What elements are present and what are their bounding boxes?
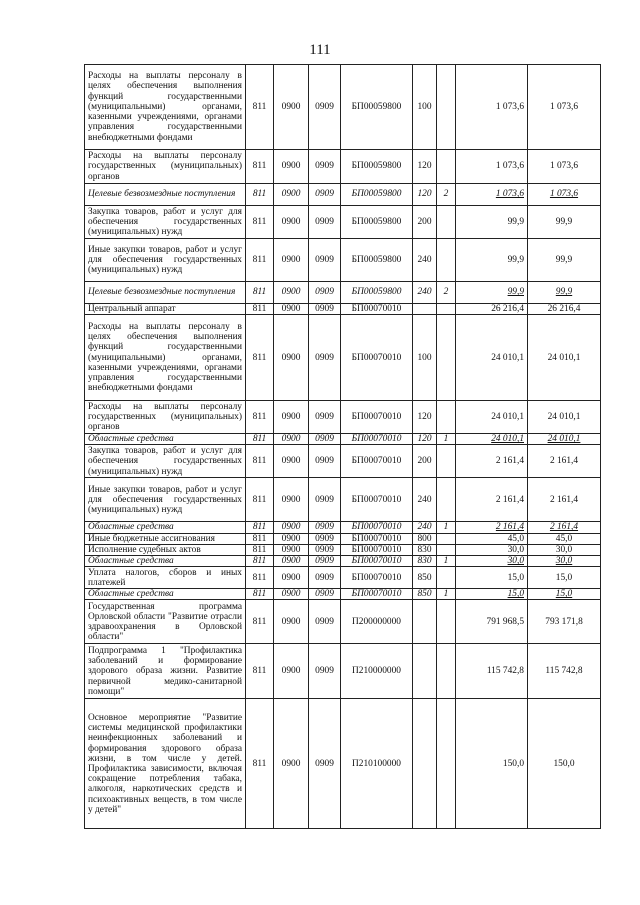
funding-source-cell <box>437 644 456 699</box>
table-row <box>85 644 601 699</box>
section-code-cell: 0900 <box>274 567 309 589</box>
row-name-cell: Центральный аппарат <box>85 304 246 315</box>
table-row <box>85 239 601 282</box>
amount-year1-cell: 2 161,4 <box>456 522 528 533</box>
row-name-cell: Расходы на выплаты персоналу в целях обеспечения выполнения функций государственными (муниципальными) органами, казенными учреждениями, органами управления государственными внебюджетными фондами <box>85 315 246 401</box>
section-code-cell: 0900 <box>274 239 309 282</box>
subsection-code-cell: 0909 <box>309 150 341 184</box>
table-row <box>85 478 601 522</box>
funding-source-cell: 2 <box>437 282 456 304</box>
ved-code-cell: 811 <box>246 556 274 567</box>
amount-year2-cell: 1 073,6 <box>528 65 601 150</box>
subsection-code-cell: 0909 <box>309 282 341 304</box>
table-row <box>85 315 601 401</box>
section-code-cell: 0900 <box>274 533 309 544</box>
subsection-code-cell: 0909 <box>309 445 341 478</box>
row-name-cell: Иные бюджетные ассигнования <box>85 533 246 544</box>
amount-year2-cell: 1 073,6 <box>528 184 601 206</box>
amount-year1-cell: 45,0 <box>456 533 528 544</box>
target-article-cell: БП00059800 <box>341 184 413 206</box>
section-code-cell: 0900 <box>274 65 309 150</box>
amount-year1-cell: 24 010,1 <box>456 434 528 445</box>
ved-code-cell: 811 <box>246 567 274 589</box>
amount-year1-cell: 791 968,5 <box>456 600 528 644</box>
amount-year2-cell: 99,9 <box>528 206 601 239</box>
subsection-code-cell: 0909 <box>309 544 341 555</box>
subsection-code-cell: 0909 <box>309 304 341 315</box>
section-code-cell: 0900 <box>274 282 309 304</box>
expense-type-cell: 830 <box>413 556 437 567</box>
amount-year2-cell: 24 010,1 <box>528 401 601 434</box>
expense-type-cell: 120 <box>413 150 437 184</box>
target-article-cell: БП00070010 <box>341 401 413 434</box>
funding-source-cell <box>437 150 456 184</box>
funding-source-cell <box>437 567 456 589</box>
amount-year2-cell: 30,0 <box>528 544 601 555</box>
table-row <box>85 65 601 150</box>
table-row <box>85 589 601 600</box>
row-name-cell: Областные средства <box>85 556 246 567</box>
amount-year2-cell: 115 742,8 <box>528 644 601 699</box>
budget-table-body <box>85 65 601 829</box>
table-row <box>85 282 601 304</box>
subsection-code-cell: 0909 <box>309 589 341 600</box>
ved-code-cell: 811 <box>246 644 274 699</box>
section-code-cell: 0900 <box>274 556 309 567</box>
section-code-cell: 0900 <box>274 699 309 829</box>
funding-source-cell: 1 <box>437 522 456 533</box>
subsection-code-cell: 0909 <box>309 478 341 522</box>
section-code-cell: 0900 <box>274 589 309 600</box>
row-name-cell: Подпрограмма 1 "Профилактика заболеваний и формирование здорового образа жизни. Развитие первичной медико-санитарной помощи" <box>85 644 246 699</box>
amount-year2-cell: 793 171,8 <box>528 600 601 644</box>
expense-type-cell: 240 <box>413 239 437 282</box>
target-article-cell: БП00059800 <box>341 282 413 304</box>
amount-year2-cell: 45,0 <box>528 533 601 544</box>
row-name-cell: Областные средства <box>85 522 246 533</box>
table-row <box>85 699 601 829</box>
funding-source-cell <box>437 544 456 555</box>
amount-year2-cell: 99,9 <box>528 282 601 304</box>
ved-code-cell: 811 <box>246 65 274 150</box>
amount-year2-cell: 2 161,4 <box>528 522 601 533</box>
subsection-code-cell: 0909 <box>309 644 341 699</box>
funding-source-cell <box>437 533 456 544</box>
funding-source-cell: 2 <box>437 184 456 206</box>
expense-type-cell: 850 <box>413 567 437 589</box>
expense-type-cell: 800 <box>413 533 437 544</box>
funding-source-cell <box>437 65 456 150</box>
target-article-cell: БП00059800 <box>341 150 413 184</box>
amount-year1-cell: 15,0 <box>456 589 528 600</box>
subsection-code-cell: 0909 <box>309 533 341 544</box>
amount-year1-cell: 30,0 <box>456 544 528 555</box>
row-name-cell: Закупка товаров, работ и услуг для обеспечения государственных (муниципальных) нужд <box>85 206 246 239</box>
section-code-cell: 0900 <box>274 600 309 644</box>
funding-source-cell <box>437 699 456 829</box>
funding-source-cell <box>437 401 456 434</box>
amount-year1-cell: 24 010,1 <box>456 315 528 401</box>
table-row <box>85 600 601 644</box>
amount-year1-cell: 2 161,4 <box>456 478 528 522</box>
amount-year1-cell: 2 161,4 <box>456 445 528 478</box>
table-row <box>85 434 601 445</box>
row-name-cell: Исполнение судебных актов <box>85 544 246 555</box>
amount-year1-cell: 1 073,6 <box>456 150 528 184</box>
subsection-code-cell: 0909 <box>309 556 341 567</box>
funding-source-cell <box>437 239 456 282</box>
target-article-cell: БП00059800 <box>341 65 413 150</box>
target-article-cell: БП00070010 <box>341 478 413 522</box>
expense-type-cell: 240 <box>413 282 437 304</box>
target-article-cell: БП00070010 <box>341 556 413 567</box>
ved-code-cell: 811 <box>246 445 274 478</box>
target-article-cell: БП00070010 <box>341 544 413 555</box>
amount-year2-cell: 150,0 <box>528 699 601 829</box>
table-row <box>85 184 601 206</box>
expense-type-cell: 240 <box>413 478 437 522</box>
section-code-cell: 0900 <box>274 304 309 315</box>
row-name-cell: Государственная программа Орловской области "Развитие отрасли здравоохранения в Орловской области" <box>85 600 246 644</box>
row-name-cell: Иные закупки товаров, работ и услуг для обеспечения государственных (муниципальных) нужд <box>85 239 246 282</box>
row-name-cell: Основное мероприятие "Развитие системы медицинской профилактики неинфекционных заболеваний и формирования здорового образа жизни, в том числе у детей. Профилактика зависимости, включая сокращение потребления табака, алкоголя, наркотических средств и психоактивных веществ, в том числе у детей" <box>85 699 246 829</box>
target-article-cell: П210100000 <box>341 699 413 829</box>
table-row <box>85 544 601 555</box>
row-name-cell: Целевые безвозмездные поступления <box>85 184 246 206</box>
target-article-cell: БП00059800 <box>341 206 413 239</box>
expense-type-cell <box>413 600 437 644</box>
ved-code-cell: 811 <box>246 600 274 644</box>
row-name-cell: Расходы на выплаты персоналу государственных (муниципальных) органов <box>85 401 246 434</box>
expense-type-cell <box>413 644 437 699</box>
amount-year1-cell: 1 073,6 <box>456 184 528 206</box>
ved-code-cell: 811 <box>246 589 274 600</box>
funding-source-cell: 1 <box>437 434 456 445</box>
expense-type-cell: 240 <box>413 522 437 533</box>
amount-year2-cell: 2 161,4 <box>528 478 601 522</box>
table-row <box>85 522 601 533</box>
amount-year2-cell: 30,0 <box>528 556 601 567</box>
target-article-cell: БП00070010 <box>341 567 413 589</box>
subsection-code-cell: 0909 <box>309 184 341 206</box>
amount-year1-cell: 15,0 <box>456 567 528 589</box>
section-code-cell: 0900 <box>274 434 309 445</box>
table-row <box>85 401 601 434</box>
funding-source-cell <box>437 315 456 401</box>
ved-code-cell: 811 <box>246 315 274 401</box>
row-name-cell: Областные средства <box>85 434 246 445</box>
amount-year1-cell: 30,0 <box>456 556 528 567</box>
section-code-cell: 0900 <box>274 315 309 401</box>
expense-type-cell: 850 <box>413 589 437 600</box>
subsection-code-cell: 0909 <box>309 522 341 533</box>
ved-code-cell: 811 <box>246 434 274 445</box>
table-row <box>85 533 601 544</box>
subsection-code-cell: 0909 <box>309 315 341 401</box>
funding-source-cell <box>437 206 456 239</box>
ved-code-cell: 811 <box>246 150 274 184</box>
amount-year1-cell: 24 010,1 <box>456 401 528 434</box>
target-article-cell: БП00070010 <box>341 315 413 401</box>
target-article-cell: П200000000 <box>341 600 413 644</box>
table-row <box>85 567 601 589</box>
funding-source-cell <box>437 478 456 522</box>
row-name-cell: Расходы на выплаты персоналу в целях обеспечения выполнения функций государственными (муниципальными) органами, казенными учреждениями, органами управления государственными внебюджетными фондами <box>85 65 246 150</box>
amount-year2-cell: 2 161,4 <box>528 445 601 478</box>
ved-code-cell: 811 <box>246 282 274 304</box>
expense-type-cell: 120 <box>413 434 437 445</box>
amount-year1-cell: 115 742,8 <box>456 644 528 699</box>
budget-table <box>84 64 601 829</box>
ved-code-cell: 811 <box>246 239 274 282</box>
amount-year1-cell: 99,9 <box>456 282 528 304</box>
funding-source-cell: 1 <box>437 589 456 600</box>
subsection-code-cell: 0909 <box>309 239 341 282</box>
funding-source-cell: 1 <box>437 556 456 567</box>
section-code-cell: 0900 <box>274 401 309 434</box>
section-code-cell: 0900 <box>274 184 309 206</box>
ved-code-cell: 811 <box>246 304 274 315</box>
table-row <box>85 304 601 315</box>
target-article-cell: БП00070010 <box>341 522 413 533</box>
amount-year2-cell: 99,9 <box>528 239 601 282</box>
ved-code-cell: 811 <box>246 544 274 555</box>
amount-year2-cell: 24 010,1 <box>528 434 601 445</box>
row-name-cell: Расходы на выплаты персоналу государственных (муниципальных) органов <box>85 150 246 184</box>
amount-year2-cell: 26 216,4 <box>528 304 601 315</box>
ved-code-cell: 811 <box>246 184 274 206</box>
row-name-cell: Уплата налогов, сборов и иных платежей <box>85 567 246 589</box>
target-article-cell: БП00070010 <box>341 434 413 445</box>
ved-code-cell: 811 <box>246 478 274 522</box>
row-name-cell: Областные средства <box>85 589 246 600</box>
expense-type-cell: 120 <box>413 184 437 206</box>
section-code-cell: 0900 <box>274 445 309 478</box>
target-article-cell: П210000000 <box>341 644 413 699</box>
amount-year1-cell: 99,9 <box>456 239 528 282</box>
section-code-cell: 0900 <box>274 478 309 522</box>
amount-year2-cell: 24 010,1 <box>528 315 601 401</box>
amount-year1-cell: 99,9 <box>456 206 528 239</box>
expense-type-cell <box>413 699 437 829</box>
subsection-code-cell: 0909 <box>309 401 341 434</box>
funding-source-cell <box>437 304 456 315</box>
row-name-cell: Целевые безвозмездные поступления <box>85 282 246 304</box>
page-number: 111 <box>309 42 331 58</box>
ved-code-cell: 811 <box>246 699 274 829</box>
amount-year2-cell: 15,0 <box>528 567 601 589</box>
subsection-code-cell: 0909 <box>309 206 341 239</box>
funding-source-cell <box>437 445 456 478</box>
subsection-code-cell: 0909 <box>309 699 341 829</box>
expense-type-cell: 830 <box>413 544 437 555</box>
section-code-cell: 0900 <box>274 522 309 533</box>
amount-year2-cell: 1 073,6 <box>528 150 601 184</box>
target-article-cell: БП00070010 <box>341 445 413 478</box>
target-article-cell: БП00059800 <box>341 239 413 282</box>
target-article-cell: БП00070010 <box>341 304 413 315</box>
amount-year1-cell: 26 216,4 <box>456 304 528 315</box>
expense-type-cell: 100 <box>413 315 437 401</box>
amount-year1-cell: 1 073,6 <box>456 65 528 150</box>
subsection-code-cell: 0909 <box>309 65 341 150</box>
row-name-cell: Закупка товаров, работ и услуг для обеспечения государственных (муниципальных) нужд <box>85 445 246 478</box>
section-code-cell: 0900 <box>274 544 309 555</box>
table-row <box>85 445 601 478</box>
ved-code-cell: 811 <box>246 401 274 434</box>
amount-year1-cell: 150,0 <box>456 699 528 829</box>
ved-code-cell: 811 <box>246 533 274 544</box>
target-article-cell: БП00070010 <box>341 533 413 544</box>
table-row <box>85 556 601 567</box>
subsection-code-cell: 0909 <box>309 567 341 589</box>
row-name-cell: Иные закупки товаров, работ и услуг для обеспечения государственных (муниципальных) нужд <box>85 478 246 522</box>
ved-code-cell: 811 <box>246 206 274 239</box>
ved-code-cell: 811 <box>246 522 274 533</box>
expense-type-cell: 100 <box>413 65 437 150</box>
section-code-cell: 0900 <box>274 644 309 699</box>
subsection-code-cell: 0909 <box>309 600 341 644</box>
table-row <box>85 206 601 239</box>
expense-type-cell: 120 <box>413 401 437 434</box>
target-article-cell: БП00070010 <box>341 589 413 600</box>
funding-source-cell <box>437 600 456 644</box>
subsection-code-cell: 0909 <box>309 434 341 445</box>
section-code-cell: 0900 <box>274 206 309 239</box>
expense-type-cell: 200 <box>413 445 437 478</box>
table-row <box>85 150 601 184</box>
expense-type-cell: 200 <box>413 206 437 239</box>
amount-year2-cell: 15,0 <box>528 589 601 600</box>
section-code-cell: 0900 <box>274 150 309 184</box>
expense-type-cell <box>413 304 437 315</box>
